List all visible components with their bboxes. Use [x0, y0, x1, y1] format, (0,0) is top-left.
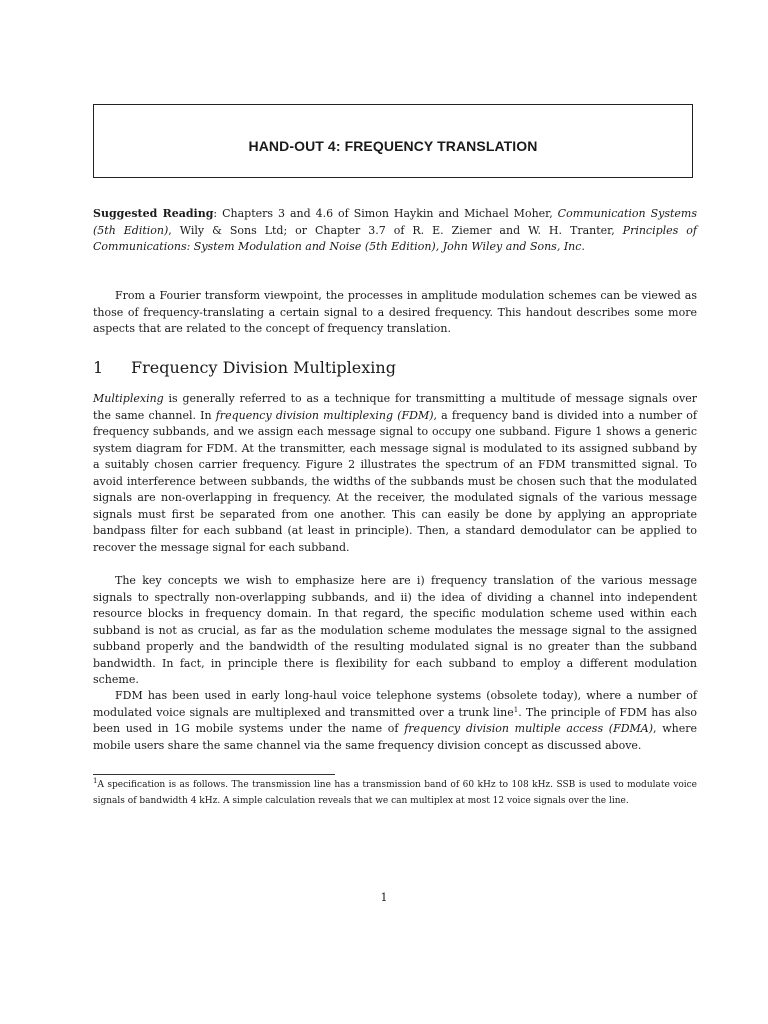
- paragraph-3-text-a: FDM has been used in early long-haul voice telephone systems (obsolete today), where a number of modulated voice signals are multiplexed and transmitted over a trunk line: [93, 689, 697, 719]
- footnote-divider: [93, 774, 335, 775]
- footnote: [93, 777, 697, 809]
- title-box: [93, 104, 693, 178]
- reading-text-1: : Chapters 3 and 4.6 of Simon Haykin and Michael Moher,: [213, 207, 558, 220]
- reading-book-1: Communication Systems (5th Edition): [93, 207, 697, 237]
- paragraph-3-text-b: . The principle of FDM has also been used in 1G mobile systems under the name of: [93, 705, 697, 735]
- suggested-reading: [93, 206, 697, 256]
- term-fdma: frequency division multiple access (FDMA): [404, 722, 654, 735]
- section-paragraph-1: [93, 391, 697, 556]
- reading-book-2: Principles of Communications: System Modulation and Noise (5th Edition), John Wiley and Sons, Inc.: [93, 223, 697, 253]
- intro-paragraph: From a Fourier transform viewpoint, the processes in amplitude modulation schemes can be viewed as those of frequency-translating a certain signal to a desired frequency. This handout describes some more aspects that are related to the concept of frequency translation.: [93, 289, 697, 335]
- suggested-reading-label: Suggested Reading: [93, 207, 214, 220]
- term-multiplexing: Multiplexing: [93, 392, 164, 405]
- paragraph-1-text-b: , a frequency band is divided into a number of frequency subbands, and we assign each message signal to occupy one subband. Figure 1 shows a generic system diagram for FDM. At the transmitter, each message signal is modulated to its assigned subband by a suitably chosen carrier frequency. Figure 2 illustrates the spectrum of an FDM transmitted signal. To avoid interference between subbands, the widths of the subbands must be chosen such that the modulated signals are non-overlapping in frequency. At the receiver, the modulated signals of the various message signals must first be separated from one another. This can easily be done by applying an appropriate bandpass filter for each subband (at least in principle). Then, a standard demodulator can be applied to recover the message signal for each subband.: [93, 408, 697, 554]
- term-fdm: frequency division multiplexing (FDM): [215, 408, 434, 422]
- section-paragraph-2: The key concepts we wish to emphasize here are i) frequency translation of the various message signals to spectrally non-overlapping subbands, and ii) the idea of dividing a channel into independent resource blocks in frequency domain. In that regard, the specific modulation scheme used within each subband is not as crucial, as far as the modulation scheme modulates the message signal to the assigned subband properly and the bandwidth of the resulting modulated signal is no greater than the subband bandwidth. In fact, in principle there is flexibility for each subband to employ a different modulation scheme.: [93, 574, 697, 686]
- footnote-mark: 1: [93, 777, 98, 785]
- footnote-text: A specification is as follows. The transmission line has a transmission band of 60 kHz to 108 kHz. SSB is used to modulate voice signals of bandwidth 4 kHz. A simple calculation reveals that we can multiplex at most 12 voice signals over the line.: [93, 780, 697, 806]
- section-paragraph-3: [93, 688, 697, 754]
- section-heading: [93, 358, 396, 377]
- paragraph-3-text-c: , where mobile users share the same channel via the same frequency division concept as discussed above.: [93, 722, 698, 752]
- reading-text-2: , Wily & Sons Ltd; or Chapter 3.7 of R. E. Ziemer and W. H. Tranter,: [168, 223, 623, 237]
- section-number: 1: [93, 358, 104, 377]
- footnote-reference[interactable]: 1: [513, 705, 519, 714]
- section-title: Frequency Division Multiplexing: [131, 358, 396, 377]
- paragraph-1-text-a: is generally referred to as a technique for transmitting a multitude of message signals over the same channel. In: [93, 392, 697, 422]
- page-number: 1: [380, 891, 388, 904]
- handout-title: HAND-OUT 4: FREQUENCY TRANSLATION: [248, 138, 538, 154]
